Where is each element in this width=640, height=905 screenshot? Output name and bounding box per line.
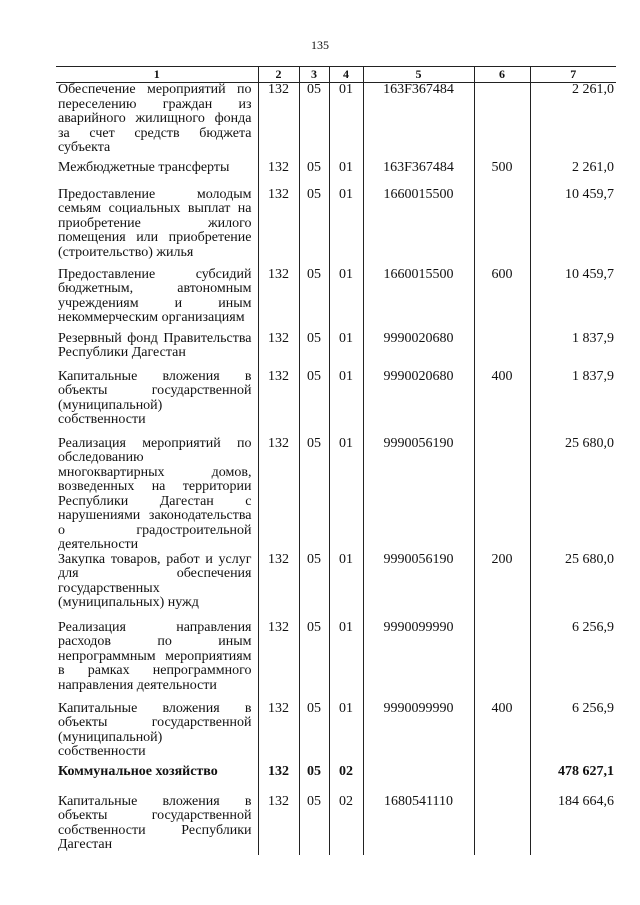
row-ministry: 132 — [258, 765, 299, 795]
table-row — [56, 437, 616, 553]
row-target-article: 1680541110 — [363, 795, 474, 855]
row-ministry: 132 — [258, 553, 299, 621]
row-expense-type — [474, 332, 530, 370]
row-amount: 1 837,9 — [530, 370, 616, 437]
row-name: Коммунальное хозяйство — [58, 763, 218, 779]
row-name: Реализация мероприятий по обследованию многоквартирных домов, возведенных на территории Республики Дагестан с нарушениями законодательства о градостроительной деятельности — [58, 435, 252, 552]
table-row — [56, 621, 616, 702]
row-target-article: 163F367484 — [363, 83, 474, 161]
row-subsection: 01 — [329, 83, 363, 161]
row-ministry: 132 — [258, 437, 299, 553]
col-header-expense-type: 6 — [474, 67, 530, 83]
row-section: 05 — [299, 83, 329, 161]
row-name: Капитальные вложения в объекты государственной (муниципальной) собственности — [58, 368, 252, 427]
row-subsection: 02 — [329, 795, 363, 855]
row-subsection: 01 — [329, 370, 363, 437]
row-ministry: 132 — [258, 702, 299, 765]
row-target-article: 9990099990 — [363, 621, 474, 702]
row-amount: 10 459,7 — [530, 188, 616, 268]
row-subsection: 01 — [329, 621, 363, 702]
table-row — [56, 553, 616, 621]
row-ministry: 132 — [258, 268, 299, 332]
row-section: 05 — [299, 188, 329, 268]
row-target-article: 1660015500 — [363, 188, 474, 268]
row-section: 05 — [299, 370, 329, 437]
table-header-row — [56, 67, 616, 83]
row-amount: 184 664,6 — [530, 795, 616, 855]
row-amount: 478 627,1 — [530, 765, 616, 795]
row-amount: 6 256,9 — [530, 702, 616, 765]
row-ministry: 132 — [258, 621, 299, 702]
row-name: Межбюджетные трансферты — [58, 159, 230, 175]
row-section: 05 — [299, 621, 329, 702]
row-expense-type: 400 — [474, 702, 530, 765]
row-target-article: 9990099990 — [363, 702, 474, 765]
table-row — [56, 161, 616, 188]
row-ministry: 132 — [258, 161, 299, 188]
row-target-article: 9990056190 — [363, 437, 474, 553]
row-ministry: 132 — [258, 83, 299, 161]
row-expense-type — [474, 765, 530, 795]
table-row — [56, 332, 616, 370]
row-name: Капитальные вложения в объекты государственной собственности Республики Дагестан — [58, 793, 252, 852]
row-subsection: 01 — [329, 702, 363, 765]
row-name: Реализация направления расходов по иным непрограммным мероприятиям в рамках непрограммного направления деятельности — [58, 619, 252, 693]
col-header-section: 3 — [299, 67, 329, 83]
row-target-article: 9990020680 — [363, 332, 474, 370]
row-amount: 10 459,7 — [530, 268, 616, 332]
row-subsection: 02 — [329, 765, 363, 795]
row-section: 05 — [299, 437, 329, 553]
budget-table — [56, 66, 616, 855]
row-expense-type — [474, 83, 530, 161]
row-name: Обеспечение мероприятий по переселению граждан из аварийного жилищного фонда за счет средств бюджета субъекта — [58, 82, 252, 155]
row-expense-type: 500 — [474, 161, 530, 188]
row-expense-type — [474, 795, 530, 855]
row-ministry: 132 — [258, 370, 299, 437]
row-section: 05 — [299, 268, 329, 332]
row-section: 05 — [299, 553, 329, 621]
row-name: Закупка товаров, работ и услуг для обеспечения государственных (муниципальных) нужд — [58, 551, 252, 610]
row-name: Предоставление молодым семьям социальных выплат на приобретение жилого помещения или приобретение (строительство) жилья — [58, 186, 252, 260]
row-expense-type: 400 — [474, 370, 530, 437]
table-row — [56, 702, 616, 765]
row-expense-type — [474, 188, 530, 268]
row-section: 05 — [299, 765, 329, 795]
row-ministry: 132 — [258, 188, 299, 268]
row-subsection: 01 — [329, 188, 363, 268]
col-header-subsection: 4 — [329, 67, 363, 83]
row-section: 05 — [299, 795, 329, 855]
row-amount: 6 256,9 — [530, 621, 616, 702]
row-ministry: 132 — [258, 332, 299, 370]
row-subsection: 01 — [329, 553, 363, 621]
row-subsection: 01 — [329, 332, 363, 370]
row-expense-type — [474, 437, 530, 553]
row-amount: 2 261,0 — [530, 83, 616, 161]
row-expense-type — [474, 621, 530, 702]
table-row — [56, 188, 616, 268]
col-header-name: 1 — [56, 67, 258, 83]
row-subsection: 01 — [329, 437, 363, 553]
row-expense-type: 600 — [474, 268, 530, 332]
table-row — [56, 765, 616, 795]
row-amount: 1 837,9 — [530, 332, 616, 370]
row-amount: 25 680,0 — [530, 553, 616, 621]
row-section: 05 — [299, 161, 329, 188]
row-subsection: 01 — [329, 268, 363, 332]
col-header-ministry: 2 — [258, 67, 299, 83]
row-section: 05 — [299, 332, 329, 370]
row-section: 05 — [299, 702, 329, 765]
row-name: Резервный фонд Правительства Республики Дагестан — [58, 330, 252, 360]
table-row — [56, 795, 616, 855]
row-target-article: 9990056190 — [363, 553, 474, 621]
table-row — [56, 83, 616, 161]
row-expense-type: 200 — [474, 553, 530, 621]
col-header-target-article: 5 — [363, 67, 474, 83]
col-header-amount: 7 — [530, 67, 616, 83]
table-row — [56, 268, 616, 332]
row-subsection: 01 — [329, 161, 363, 188]
row-target-article: 163F367484 — [363, 161, 474, 188]
row-ministry: 132 — [258, 795, 299, 855]
row-target-article: 1660015500 — [363, 268, 474, 332]
page-number: 135 — [311, 38, 329, 52]
row-amount: 2 261,0 — [530, 161, 616, 188]
row-target-article: 9990020680 — [363, 370, 474, 437]
row-name: Предоставление субсидий бюджетным, автономным учреждениям и иным некоммерческим организациям — [58, 266, 252, 325]
row-name: Капитальные вложения в объекты государственной (муниципальной) собственности — [58, 700, 252, 759]
row-amount: 25 680,0 — [530, 437, 616, 553]
table-row — [56, 370, 616, 437]
row-target-article — [363, 765, 474, 795]
